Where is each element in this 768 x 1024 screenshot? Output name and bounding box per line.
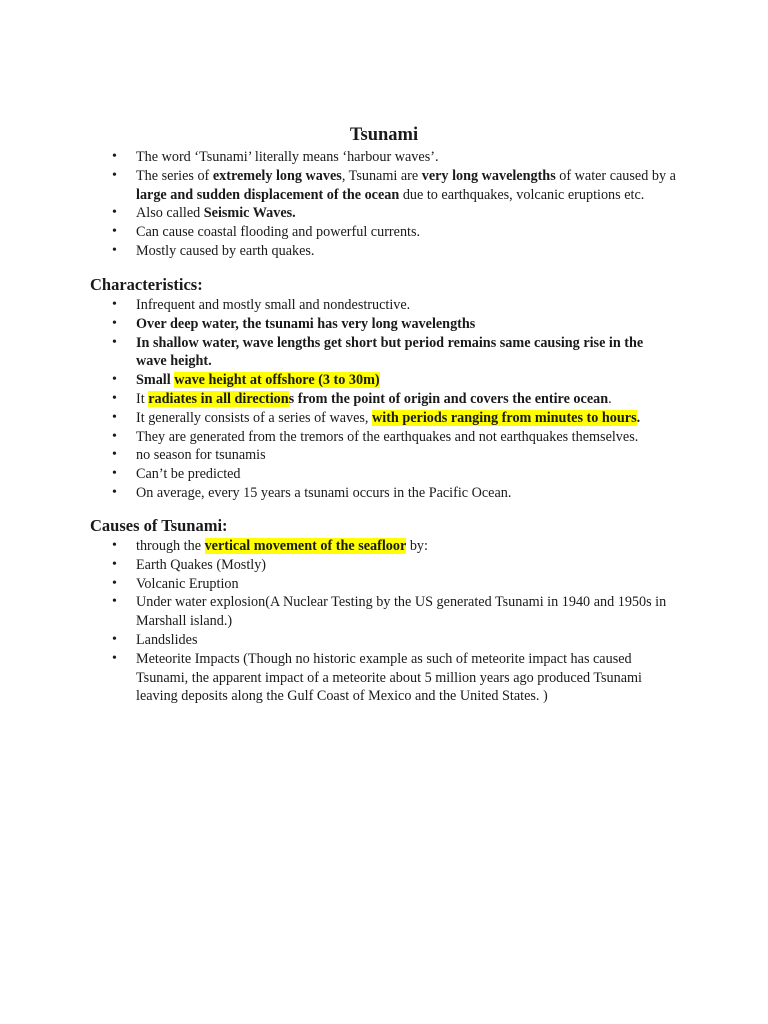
text-run: Seismic Waves. — [203, 205, 296, 222]
list-item — [0, 556, 768, 575]
causes-heading: Causes of Tsunami: — [90, 516, 228, 535]
list-item — [0, 537, 768, 556]
text-run: through the — [136, 538, 205, 554]
list-item — [0, 593, 768, 631]
highlighted-text: radiates in all direction — [148, 390, 289, 407]
list-item — [0, 315, 768, 334]
list-item — [0, 167, 768, 205]
text-run: extremely long waves — [212, 167, 342, 184]
list-item — [0, 428, 768, 447]
highlighted-text: wave height at offshore (3 to 30m) — [174, 372, 380, 389]
list-item — [0, 409, 768, 428]
list-item — [0, 631, 768, 650]
text-run: of water caused by a — [555, 167, 676, 184]
text-run: no season for tsunamis — [136, 447, 266, 464]
text-run: , Tsunami are — [341, 167, 422, 184]
list-item — [0, 148, 768, 167]
text-run: Infrequent and mostly small and nondestructive. — [136, 297, 411, 313]
text-run: Also called — [136, 205, 204, 222]
text-run: Can’t be predicted — [136, 466, 241, 483]
highlighted-text: vertical movement of the seafloor — [204, 538, 407, 554]
text-run: due to earthquakes, volcanic eruptions etc. — [399, 186, 645, 203]
text-run: s from the point of origin and covers the entire ocean — [288, 390, 609, 407]
text-run: Landslides — [136, 631, 198, 648]
text-run: by: — [406, 538, 428, 554]
text-run: Volcanic Eruption — [136, 575, 239, 592]
text-run: On average, every 15 years a tsunami occurs in the Pacific Ocean. — [136, 484, 512, 501]
causes-list — [0, 537, 768, 706]
text-run: Mostly caused by earth quakes. — [136, 242, 315, 259]
list-item — [0, 371, 768, 390]
text-run: . — [636, 409, 641, 426]
text-run: The series of — [136, 167, 213, 184]
list-item — [0, 334, 768, 372]
text-run: They are generated from the tremors of the earthquakes and not earthquakes themselves. — [136, 428, 639, 445]
text-run: It — [136, 390, 149, 407]
list-item — [0, 650, 768, 706]
list-item — [0, 446, 768, 465]
text-run: Over deep water, the tsunami has very long wavelengths — [136, 315, 476, 332]
characteristics-heading: Characteristics: — [90, 275, 203, 294]
text-run: Earth Quakes (Mostly) — [136, 556, 267, 573]
text-run: Can cause coastal flooding and powerful currents. — [136, 224, 421, 241]
text-run: In shallow water, wave lengths get short but period remains same causing rise in the wave height. — [136, 334, 644, 370]
text-run: The word ‘Tsunami’ literally means ‘harbour waves’. — [136, 149, 439, 165]
text-run: Under water explosion(A Nuclear Testing by the US generated Tsunami in 1940 and 1950s in Marshall island.) — [136, 594, 667, 630]
list-item — [0, 484, 768, 503]
list-item — [0, 390, 768, 409]
characteristics-list — [0, 296, 768, 503]
text-run: Small — [136, 372, 175, 389]
list-item — [0, 465, 768, 484]
text-run: It generally consists of a series of waves, — [136, 409, 372, 426]
text-run: Meteorite Impacts (Though no historic example as such of meteorite impact has caused Tsunami, the apparent impact of a meteorite about 5 million years ago produced Tsunami leaving deposits along the Gulf Coast of Mexico and the United States. ) — [136, 650, 642, 705]
text-run: . — [608, 390, 612, 407]
page-title: Tsunami — [349, 125, 419, 145]
list-item — [0, 296, 768, 315]
list-item — [0, 242, 768, 261]
highlighted-text: with periods ranging from minutes to hours — [372, 409, 637, 426]
text-run: large and sudden displacement of the ocean — [136, 186, 400, 203]
list-item — [0, 575, 768, 594]
intro-list — [0, 148, 768, 261]
list-item — [0, 204, 768, 223]
list-item — [0, 223, 768, 242]
text-run: very long wavelengths — [421, 167, 556, 184]
